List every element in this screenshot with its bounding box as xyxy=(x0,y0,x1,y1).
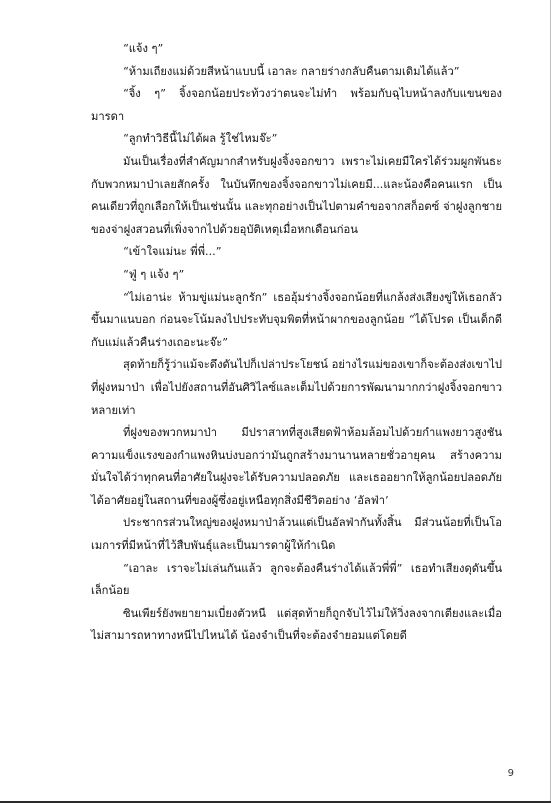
paragraph-narration-5: ซินเพียร์ยังพยายามเบี่ยงตัวหนี แต่สุดท้ายก็ถูกจับไว้ไม่ให้วิ่งลงจากเตียงและเมื่อไม่สามารถหาทางหนีไปไหนได้ น้องจำเป็นที่จะต้องจำยอมแต่โดยดี xyxy=(91,606,502,643)
paragraph-dialogue-6: “ฟู่ ๆ แจ้ง ๆ” xyxy=(123,267,185,281)
paragraph-dialogue-1: “แจ้ง ๆ” xyxy=(123,42,164,55)
paragraph-narration-4: ประชากรส่วนใหญ่ของฝูงหมาป่าล้วนแต่เป็นอัลฟ่ากันทั้งสิ้น มีส่วนน้อยที่เป็นโอเมการที่มีหน้าที่ไว้สืบพันธุ์และเป็นมารดาผู้ให้กำเนิด xyxy=(91,516,502,553)
paragraph-dialogue-7: “ไม่เอาน่ะ ห้ามขู่แม่นะลูกรัก” เธออุ้มร่างจิ้งจอกน้อยที่แกล้งส่งเสียงขู่ให้เธอกลัวขึ้นมาแนบอก ก่อนจะโน้มลงไปประทับจุมพิตที่หน้าผากของลูกน้อย “ได้โปรด เป็นเด็กดีกับแม่แล้วคืนร่างเถอะนะจ๊ะ” xyxy=(91,290,502,349)
paragraph-dialogue-2: “ห้ามเถียงแม่ด้วยสีหน้าแบบนี้ เอาละ กลายร่างกลับคืนตามเดิมได้แล้ว” xyxy=(123,64,460,78)
paragraph-dialogue-8: “เอาละ เราจะไม่เล่นกันแล้ว ลูกจะต้องคืนร่างได้แล้วพี่พี่” เธอทำเสียงดุดันขึ้นเล็กน้อย xyxy=(91,561,502,598)
page-number: 9 xyxy=(507,768,514,779)
paragraph-narration-2: สุดท้ายก็รู้ว่าแม้จะดึงดันไปก็เปล่าประโยชน์ อย่างไรแม่ของเขาก็จะต้องส่งเขาไปที่ฝูงหมาป่า เพื่อไปยังสถานที่อันศิวิไลซ์และเต็มไปด้วยการพัฒนามากกว่าฝูงจิ้งจอกขาวหลายเท่า xyxy=(91,358,502,417)
paragraph-narration-3: ที่ฝูงของพวกหมาป่า มีปราสาทที่สูงเสียดฟ้าห้อมล้อมไปด้วยกำแพงยาวสูงชัน ความแข็งแรงของกำแพงหินบ่งบอกว่ามันถูกสร้างมานานหลายชั่วอายุคน สร้างความมั่นใจได้ว่าทุกคนที่อาศัยในฝูงจะได้รับความปลอดภัย และเธออยากให้ลูกน้อยปลอดภัย ได้อาศัยอยู่ในสถานที่ของผู้ซึ่งอยู่เหนือทุกสิ่งมีชีวิตอย่าง ‘อัลฟ่า’ xyxy=(91,426,502,507)
paragraph-dialogue-3: “จิ้ง ๆ” จิ้งจอกน้อยประท้วงว่าตนจะไม่ทำ พร้อมกับฉุไบหน้าลงกับแขนของมารดา xyxy=(91,87,502,123)
body-text xyxy=(91,38,502,648)
paragraph-dialogue-5: “เข้าใจแม่นะ พี่พี่...” xyxy=(123,245,222,259)
paragraph-narration-1: มันเป็นเรื่องที่สำคัญมากสำหรับฝูงจิ้งจอกขาว เพราะไม่เคยมีใครได้ร่วมผูกพันธะกับพวกหมาป่าเลยสักครั้ง ในบันทึกของจิ้งจอกขาวไม่เคยมี...และน้องคือคนแรก เป็นคนเดียวที่ถูกเลือกให้เป็นเช่นนั้น และทุกอย่างเป็นไปตามคำขอจากสก็อตซ์ จ่าฝูงลูกชายของจ่าฝูงสวอนที่เพิ่งจากไปด้วยอุบัติเหตุเมื่อหกเดือนก่อน xyxy=(91,154,502,236)
paragraph-dialogue-4: “ลูกทำวิธีนี้ไม่ได้ผล รู้ใช่ไหมจ๊ะ” xyxy=(123,132,278,146)
